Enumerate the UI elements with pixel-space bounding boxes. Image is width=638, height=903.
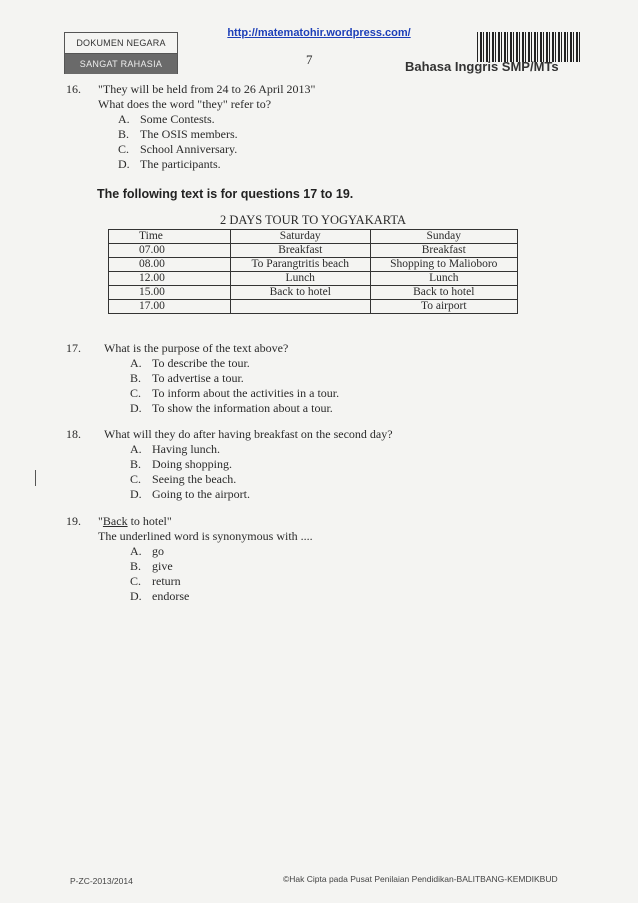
sunday-cell: To airport	[370, 300, 517, 314]
section-intro: The following text is for questions 17 to 19.	[97, 187, 354, 201]
question-number: 16.	[66, 82, 81, 96]
sunday-cell: Shopping to Malioboro	[370, 258, 517, 272]
table-row	[109, 300, 518, 314]
sunday-cell: Lunch	[370, 272, 517, 286]
saturday-cell: To Parangtritis beach	[230, 258, 370, 272]
subject-title: Bahasa Inggris SMP/MTs	[405, 59, 559, 74]
question-19: 19. "Back to hotel" The underlined word is synonymous with .... A. go B. give C. return D. endorse	[66, 514, 313, 603]
question-quote: "Back to hotel"	[98, 514, 172, 528]
tour-schedule-table	[108, 229, 518, 314]
question-text: What does the word "they" refer to?	[98, 97, 272, 111]
margin-mark	[35, 470, 36, 486]
table-row	[109, 244, 518, 258]
sunday-cell: Breakfast	[370, 244, 517, 258]
saturday-cell: Lunch	[230, 272, 370, 286]
question-17: 17. What is the purpose of the text above? A. To describe the tour. B. To advertise a tour. C. To inform about the activities in a tour. D. To show the information about a tour.	[66, 341, 340, 415]
time-cell: 17.00	[109, 300, 231, 314]
question-text: What will they do after having breakfast on the second day?	[104, 427, 393, 441]
question-text: The underlined word is synonymous with ....	[98, 529, 313, 543]
header-saturday: Saturday	[230, 230, 370, 244]
header-time: Time	[109, 230, 231, 244]
question-number: 17.	[66, 341, 81, 355]
table-row	[109, 286, 518, 300]
sunday-cell: Back to hotel	[370, 286, 517, 300]
question-16: 16. "They will be held from 24 to 26 April 2013" What does the word "they" refer to? A. Some Contests. B. The OSIS members. C. School Anniversary. D. The participants.	[66, 82, 316, 171]
barcode-icon	[477, 32, 580, 62]
time-cell: 12.00	[109, 272, 231, 286]
header-sunday: Sunday	[370, 230, 517, 244]
question-number: 18.	[66, 427, 81, 441]
saturday-cell: Back to hotel	[230, 286, 370, 300]
source-url-link[interactable]: http://matematohir.wordpress.com/	[227, 27, 411, 39]
page-number: 7	[306, 52, 313, 67]
saturday-cell	[230, 300, 370, 314]
exam-code: P-ZC-2013/2014	[70, 876, 133, 886]
underlined-word: Back	[102, 514, 128, 528]
table-row	[109, 272, 518, 286]
doc-label: DOKUMEN NEGARA	[65, 33, 177, 54]
table-title: 2 DAYS TOUR TO YOGYAKARTA	[219, 213, 406, 227]
table-header-row	[109, 230, 518, 244]
copyright-notice: ©Hak Cipta pada Pusat Penilaian Pendidikan-BALITBANG-KEMDIKBUD	[283, 874, 558, 884]
question-18: 18. What will they do after having breakfast on the second day? A. Having lunch. B. Doing shopping. C. Seeing the beach. D. Going to the airport.	[66, 427, 393, 501]
document-classification-box	[64, 32, 178, 74]
time-cell: 15.00	[109, 286, 231, 300]
question-text: What is the purpose of the text above?	[104, 341, 289, 355]
question-text: "They will be held from 24 to 26 April 2013"	[98, 82, 316, 96]
question-number: 19.	[66, 514, 81, 528]
secret-label: SANGAT RAHASIA	[65, 54, 177, 74]
time-cell: 08.00	[109, 258, 231, 272]
saturday-cell: Breakfast	[230, 244, 370, 258]
table-row	[109, 258, 518, 272]
time-cell: 07.00	[109, 244, 231, 258]
